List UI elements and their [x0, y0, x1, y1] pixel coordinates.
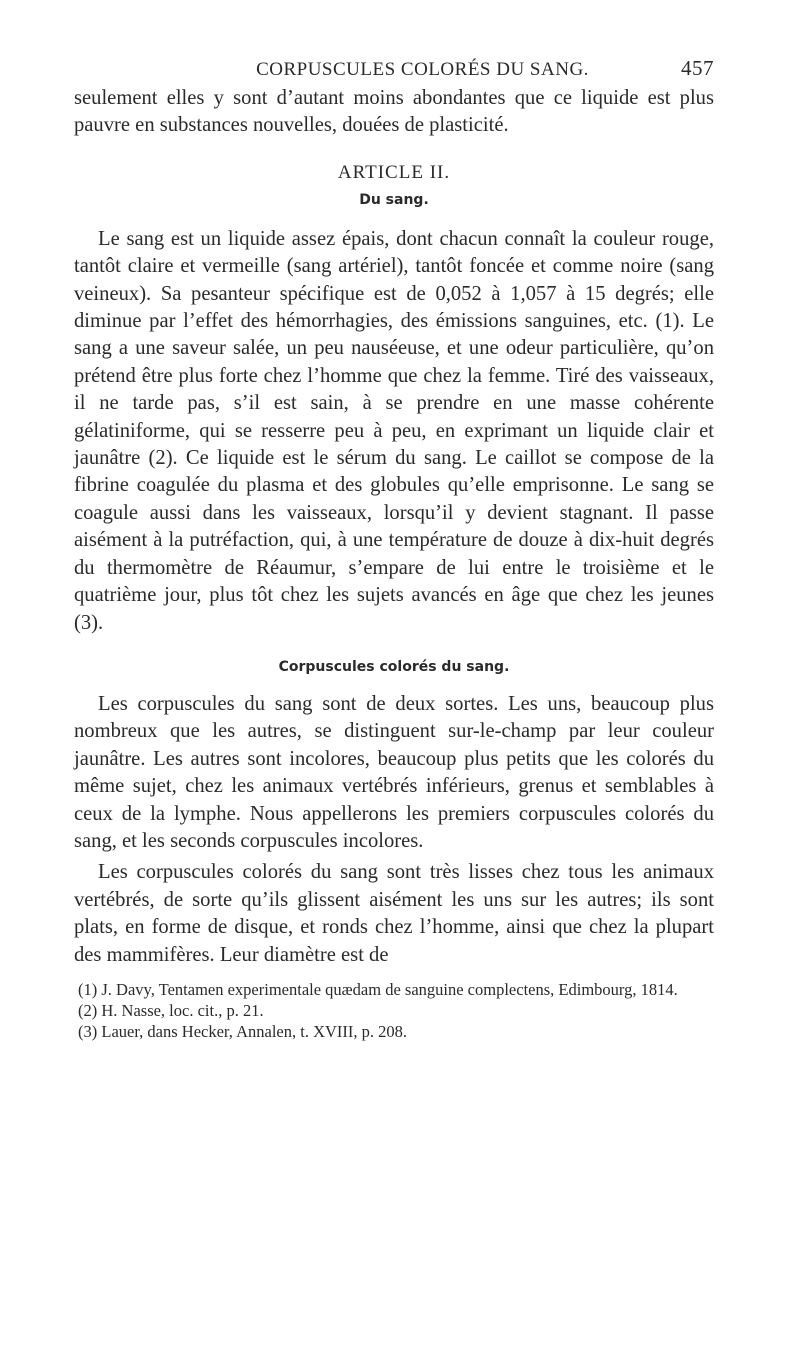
paragraph-blood-description: Le sang est un liquide assez épais, dont chacun connaît la couleur rouge, tantôt claire et vermeille (sang artériel), tantôt foncée et comme noire (sang veineux). Sa pesanteur spécifique est de 0,052 à 1,057 à 15 degrés; elle diminue par l’effet des hémorrhagies, des émissions sanguines, etc. (1). Le sang a une saveur salée, un peu nauséeuse, et une odeur particulière, qu’on prétend être plus forte chez l’homme que chez la femme. Tiré des vaisseaux, il ne tarde pas, s’il est sain, à se prendre en une masse cohérente gélatiniforme, qui se resserre peu à peu, en exprimant un liquide clair et jaunâtre (2). Ce liquide est le sérum du sang. Le caillot se compose de la fibrine coagulée du plasma et des globules qu’elle emprisonne. Le sang se coagule aussi dans les vaisseaux, lorsqu’il y devient stagnant. Il passe aisément à la putréfaction, qui, à une température de douze à dix-huit degrés du thermomètre de Réaumur, s’empare de lui entre le troisième et le quatrième jour, plus tôt chez les sujets avancés en âge que chez les jeunes (3).: [74, 227, 714, 634]
running-head: [74, 56, 714, 81]
paragraph-colored-corpuscles: Les corpuscules colorés du sang sont très lisses chez tous les animaux vertébrés, de sorte qu’ils glissent aisément les uns sur les autres; ils sont plats, en forme de disque, et ronds chez l’homme, ainsi que chez la plupart des mammifères. Leur diamètre est de: [74, 861, 714, 966]
footnote-2: (2) H. Nasse, loc. cit., p. 21.: [78, 1000, 264, 1020]
section-heading: Corpuscules colorés du sang.: [278, 658, 510, 675]
footnote-3: (3) Lauer, dans Hecker, Annalen, t. XVIII, p. 208.: [78, 1021, 408, 1041]
page-number: 457: [681, 56, 714, 80]
footnote-1: (1) J. Davy, Tentamen experimentale quædam de sanguine complectens, Edimbourg, 1814.: [78, 979, 678, 999]
article-subtitle: Du sang.: [359, 191, 429, 208]
intro-paragraph: seulement elles y sont d’autant moins abondantes que ce liquide est plus pauvre en substances nouvelles, douées de plasticité.: [74, 87, 714, 137]
footnotes: [74, 979, 714, 1042]
article-title: ARTICLE II.: [337, 161, 451, 183]
paragraph-corpuscle-types: Les corpuscules du sang sont de deux sortes. Les uns, beaucoup plus nombreux que les autres, se distinguent sur-le-champ par leur couleur jaunâtre. Les autres sont incolores, beaucoup plus petits que les colorés du même sujet, chez les animaux vertébrés inférieurs, grenus et semblables à ceux de la lymphe. Nous appellerons les premiers corpuscules colorés du sang, et les seconds corpuscules incolores.: [74, 692, 714, 852]
running-title: CORPUSCULES COLORÉS DU SANG.: [256, 59, 589, 80]
